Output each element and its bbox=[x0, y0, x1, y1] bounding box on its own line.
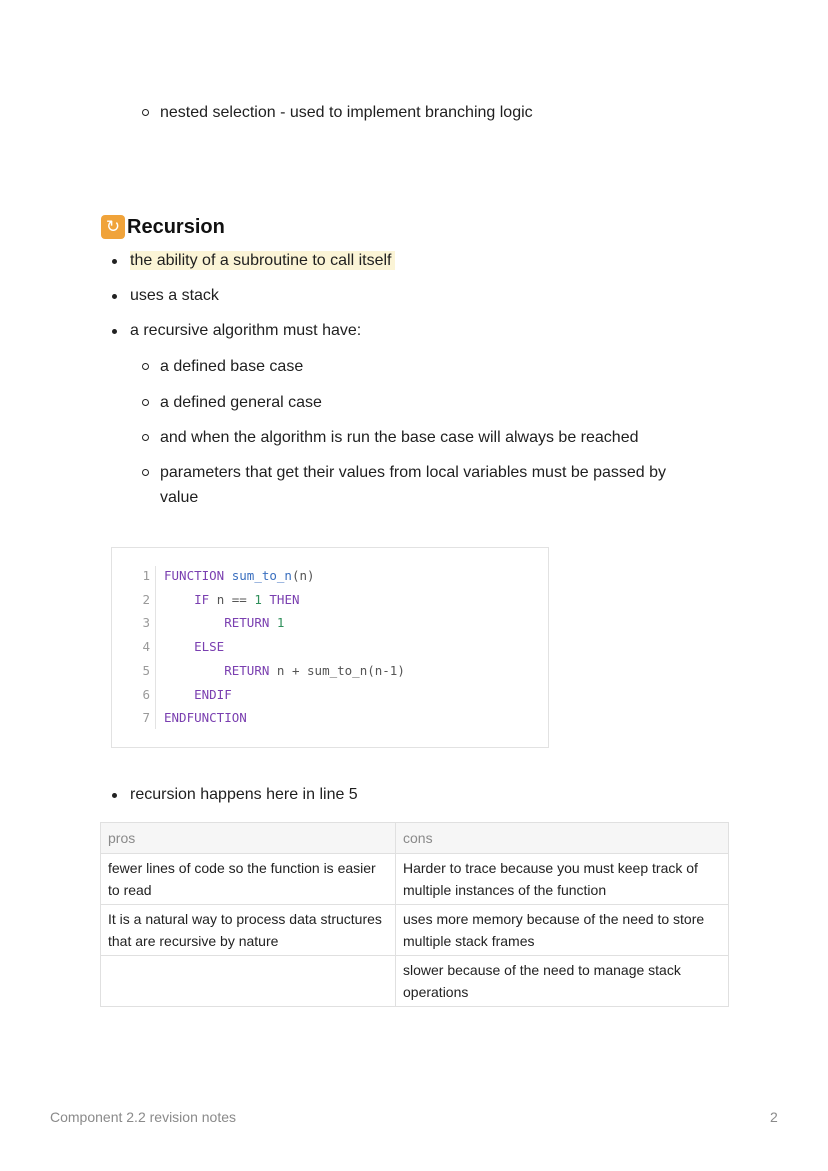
list-item-text: parameters that get their values from local variables must be passed by value bbox=[160, 464, 667, 506]
list-item-text: a recursive algorithm must have: bbox=[130, 322, 362, 339]
code-text: ENDIF bbox=[194, 687, 232, 702]
hollow-bullet-icon bbox=[142, 363, 149, 370]
code-text: ELSE bbox=[194, 639, 225, 654]
list-item-text: recursion happens here in line 5 bbox=[130, 786, 358, 803]
list-item-text: uses a stack bbox=[130, 287, 219, 304]
section-heading bbox=[101, 214, 225, 240]
table-header-cell: pros bbox=[101, 823, 396, 854]
code-text: FUNCTION sum_to_n(n) bbox=[164, 568, 315, 583]
line-number: 5 bbox=[142, 663, 150, 678]
table-cell: fewer lines of code so the function is easier to read bbox=[101, 854, 396, 905]
bullet-icon bbox=[112, 329, 117, 334]
line-number: 2 bbox=[142, 592, 150, 607]
code-text: IF n == 1 THEN bbox=[194, 592, 300, 607]
hollow-bullet-icon bbox=[142, 469, 149, 476]
pros-cons-table bbox=[100, 822, 729, 1007]
line-number: 3 bbox=[142, 615, 150, 630]
table-cell: It is a natural way to process data structures that are recursive by nature bbox=[101, 905, 396, 956]
line-number: 1 bbox=[142, 568, 150, 583]
line-number: 6 bbox=[142, 687, 150, 702]
code-text: RETURN 1 bbox=[224, 615, 285, 630]
page-number: 2 bbox=[770, 1109, 778, 1125]
bullet-icon bbox=[112, 294, 117, 299]
list-item-text: and when the algorithm is run the base case will always be reached bbox=[160, 429, 639, 446]
code-gutter-divider bbox=[155, 566, 156, 729]
list-item-text: a defined base case bbox=[160, 358, 304, 375]
hollow-bullet-icon bbox=[142, 109, 149, 116]
table-row bbox=[101, 956, 729, 1007]
code-text: RETURN n + sum_to_n(n-1) bbox=[224, 663, 405, 678]
list-item-text: nested selection - used to implement branching logic bbox=[160, 104, 533, 121]
bullet-icon bbox=[112, 259, 117, 264]
table-cell: slower because of the need to manage stack operations bbox=[396, 956, 729, 1007]
table-row bbox=[101, 905, 729, 956]
list-item-text: a defined general case bbox=[160, 394, 322, 411]
table-header-row bbox=[101, 823, 729, 854]
repeat-icon: ↻ bbox=[101, 215, 125, 239]
table-header-cell: cons bbox=[396, 823, 729, 854]
hollow-bullet-icon bbox=[142, 399, 149, 406]
hollow-bullet-icon bbox=[142, 434, 149, 441]
section-title: Recursion bbox=[127, 215, 225, 238]
line-number: 4 bbox=[142, 639, 150, 654]
table-cell: uses more memory because of the need to store multiple stack frames bbox=[396, 905, 729, 956]
table-cell bbox=[101, 956, 396, 1007]
code-text: ENDFUNCTION bbox=[164, 710, 247, 725]
table-row bbox=[101, 854, 729, 905]
code-block bbox=[111, 547, 549, 748]
line-number: 7 bbox=[142, 710, 150, 725]
footer-title: Component 2.2 revision notes bbox=[50, 1109, 236, 1125]
highlighted-text: the ability of a subroutine to call itself bbox=[130, 251, 395, 270]
bullet-icon bbox=[112, 793, 117, 798]
table-cell: Harder to trace because you must keep track of multiple instances of the function bbox=[396, 854, 729, 905]
